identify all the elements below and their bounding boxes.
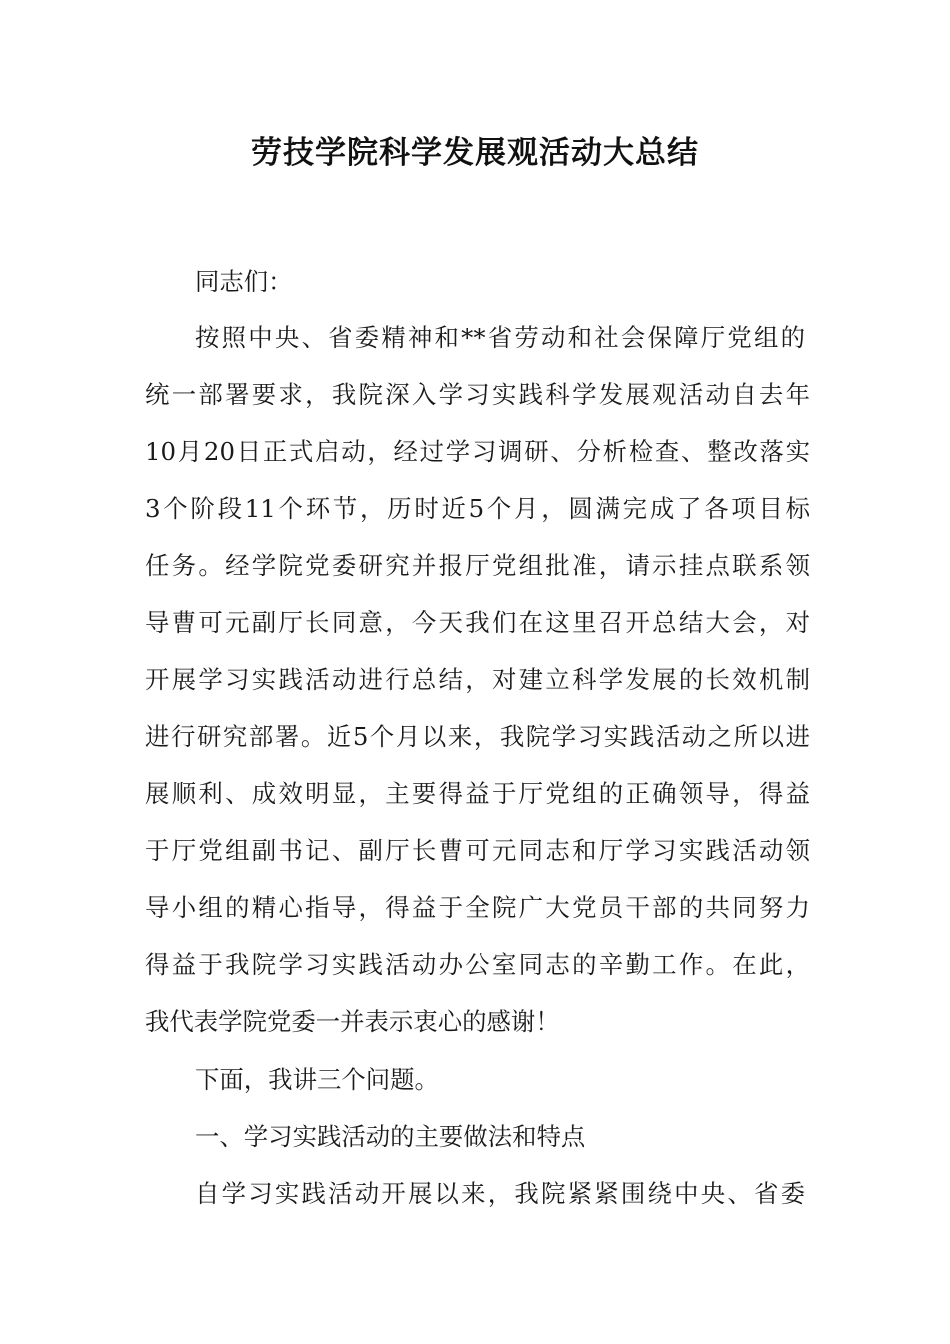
paragraph-line: 于厅党组副书记、副厅长曹可元同志和厅学习实践活动领 <box>145 836 810 865</box>
document-title: 劳技学院科学发展观活动大总结 <box>251 135 699 171</box>
paragraph-line: 导小组的精心指导，得益于全院广大党员干部的共同努力 <box>145 893 810 922</box>
paragraph-line: 按照中央、省委精神和**省劳动和社会保障厅党组的 <box>195 323 805 352</box>
paragraph-line: 进行研究部署。近5个月以来，我院学习实践活动之所以进 <box>145 722 810 751</box>
section-heading: 一、学习实践活动的主要做法和特点 <box>195 1122 586 1151</box>
paragraph-line: 自学习实践活动开展以来，我院紧紧围绕中央、省委 <box>195 1179 805 1208</box>
salutation: 同志们： <box>195 267 293 296</box>
paragraph-line: 3个阶段11个环节，历时近5个月，圆满完成了各项目标 <box>145 494 810 523</box>
paragraph-line: 10月20日正式启动，经过学习调研、分析检查、整改落实 <box>145 437 810 466</box>
paragraph-line: 任务。经学院党委研究并报厅党组批准，请示挂点联系领 <box>145 551 810 580</box>
paragraph-line: 得益于我院学习实践活动办公室同志的辛勤工作。在此， <box>145 950 810 979</box>
paragraph-line: 我代表学院党委一并表示衷心的感谢！ <box>145 1007 560 1036</box>
paragraph-line: 展顺利、成效明显，主要得益于厅党组的正确领导，得益 <box>145 779 810 808</box>
paragraph-line: 开展学习实践活动进行总结，对建立科学发展的长效机制 <box>145 665 810 694</box>
paragraph-line: 导曹可元副厅长同意，今天我们在这里召开总结大会，对 <box>145 608 810 637</box>
paragraph-line: 统一部署要求，我院深入学习实践科学发展观活动自去年 <box>145 380 810 409</box>
paragraph-line: 下面，我讲三个问题。 <box>195 1065 439 1094</box>
